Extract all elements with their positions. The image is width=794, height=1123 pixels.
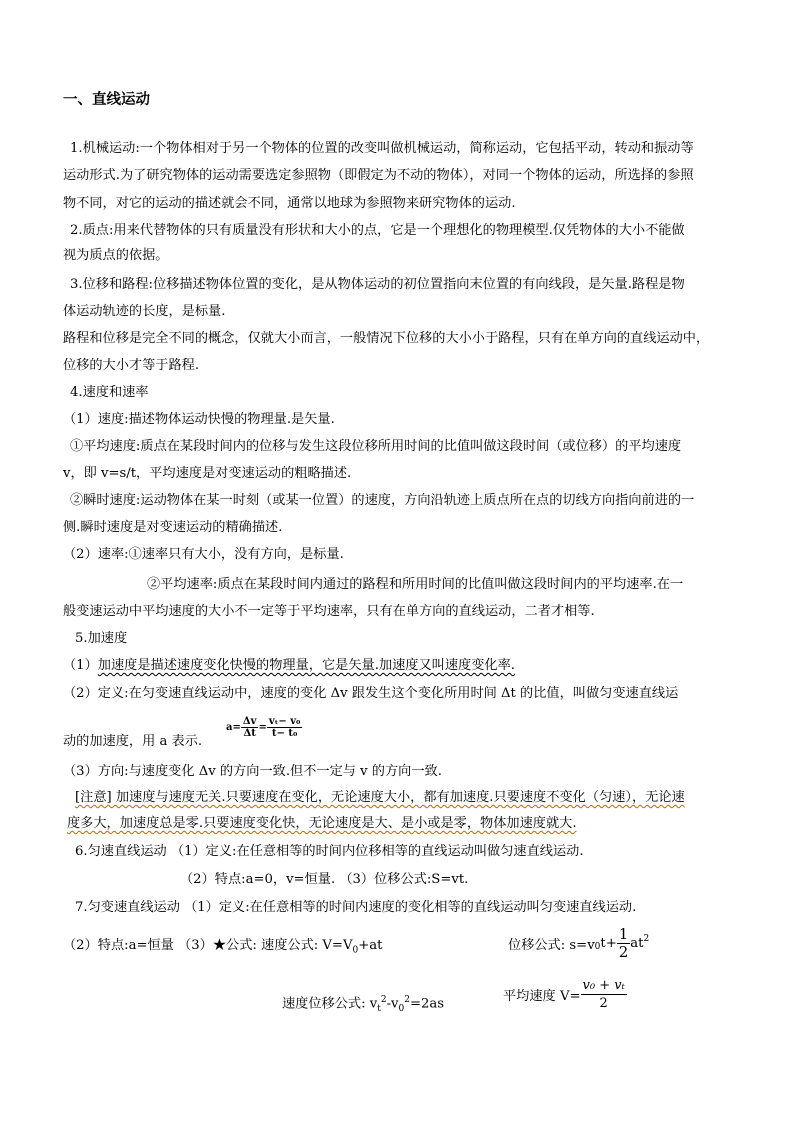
velocity-formula-label: （2）特点:a=恒量 （3）★公式: 速度公式: V=V: [63, 938, 353, 953]
avg-velocity-fraction: [581, 977, 627, 1012]
avg-velocity-fraction-num: v₀ + vₜ: [582, 978, 625, 993]
accel-formula-lhs: a=: [226, 722, 241, 733]
accel-formula-eq: =: [258, 722, 267, 733]
uniform-accel-features: （2）特点:a=恒量 （3）★公式: 速度公式: $V=V_0+at$: [63, 938, 383, 956]
displacement-formula: 位移公式: $s=v_0t+$ $\frac{1}{2}$ $at^2$: [508, 925, 650, 961]
vd-formula-label: 速度位移公式: v: [282, 996, 378, 1012]
note-line-2: 度多大，加速度总是零.只要速度变化快，无论速度是大、是小或是零，物体加速度就大.: [67, 816, 577, 831]
para-3-line-3: 路程和位移是完全不同的概念，仅就大小而言，一般情况下位移的大小小于路程，只有在单方向的直线运动中，: [63, 331, 710, 346]
accel-desc-prefix: （1）: [63, 658, 98, 673]
section-5-title: 5.加速度: [75, 631, 128, 646]
avg-velocity-label: 平均速度 V=: [503, 989, 581, 1004]
accel-fraction-1-num: Δv: [242, 716, 257, 727]
accel-def-line-1: （2）定义:在匀变速直线运动中，速度的变化 Δv 跟发生这个变化所用时间 Δt 的比值，叫做匀变速直线运: [63, 686, 679, 701]
accel-fraction-2-den: t− t₀: [271, 728, 298, 739]
displacement-formula-label: 位移公式: s=v: [508, 938, 595, 953]
half-fraction-den: 2: [618, 943, 629, 961]
para-3-line-4: 位移的大小才等于路程.: [63, 358, 200, 373]
avg-velocity-line-2: v，即 v=s/t，平均速度是对变速运动的粗略描述.: [63, 466, 352, 481]
note-line-1: [注意] 加速度与速度无关.只要速度在变化，无论速度大小，都有加速度.只要速度不变化（匀速），无论速: [75, 790, 685, 805]
vd-formula-tail: =2as: [409, 996, 445, 1012]
vd-formula-mid: -v: [386, 996, 399, 1012]
displacement-formula-tail: at: [630, 936, 644, 951]
accel-fraction-1-den: Δt: [243, 728, 256, 739]
para-1-line-3: 物不同，对它的运动的描述就会不同，通常以地球为参照物来研究物体的运动.: [63, 196, 516, 211]
para-2-line-1: 2.质点:用来代替物体的只有质量没有形状和大小的点，它是一个理想化的物理模型.仅凭物体的大小不能做: [70, 223, 685, 238]
half-fraction-num: 1: [618, 925, 629, 943]
speed-definition: （1）速度:描述物体运动快慢的物理量.是矢量.: [63, 412, 335, 427]
velocity-displacement-formula: 速度位移公式: $v_t^2-v_0^2=2as$: [282, 995, 445, 1015]
average-velocity-formula: [503, 977, 627, 1012]
accel-desc-underlined: 加速度是描述速度变化快慢的物理量，它是矢量.加速度又叫速度变化率.: [97, 658, 515, 673]
accel-fraction-1: [241, 716, 259, 739]
half-fraction: [617, 926, 631, 961]
para-2-line-2: 视为质点的依据。: [63, 248, 169, 263]
inst-velocity-line-2: 侧.瞬时速度是对变速运动的精确描述.: [63, 520, 283, 535]
inst-velocity-line-1: ②瞬时速度:运动物体在某一时刻（或某一位置）的速度，方向沿轨迹上质点所在点的切线方向指向前进的一: [70, 493, 695, 508]
velocity-formula-tail: +at: [358, 938, 383, 953]
accel-def-line-2: 动的加速度，用 a 表示.: [63, 734, 203, 749]
section-4-title: 4.速度和速率: [70, 385, 149, 400]
accel-direction: （3）方向:与速度变化 Δv 的方向一致.但不一定与 v 的方向一致.: [63, 764, 442, 779]
accel-fraction-2-num: vₜ− v₀: [268, 716, 301, 727]
avg-rate-line-1: ②平均速率:质点在某段时间内通过的路程和所用时间的比值叫做这段时间内的平均速率.在一: [147, 577, 684, 592]
accel-formula: [226, 716, 302, 739]
para-1-line-2: 运动形式.为了研究物体的运动需要选定参照物（即假定为不动的物体），对同一个物体的运动，所选择的参照: [63, 168, 694, 183]
accel-desc: [63, 656, 515, 676]
uniform-accel-def: 7.匀变速直线运动 （1）定义:在任意相等的时间内速度的变化相等的直线运动叫匀变速直线运动.: [75, 900, 637, 915]
displacement-formula-mid: t+: [600, 936, 617, 951]
avg-velocity-line-1: ①平均速度:质点在某段时间内的位移与发生这段位移所用时间的比值叫做这段时间（或位移）的平均速度: [70, 439, 682, 454]
avg-rate-line-2: 般变速运动中平均速度的大小不一定等于平均速率，只有在单方向的直线运动，二者才相等.: [63, 604, 595, 619]
uniform-motion-def: 6.匀速直线运动 （1）定义:在任意相等的时间内位移相等的直线运动叫做匀速直线运动.: [75, 844, 584, 859]
speed-rate-line-1: （2）速率:①速率只有大小，没有方向，是标量.: [63, 547, 344, 562]
avg-velocity-fraction-den: 2: [599, 996, 608, 1011]
para-1-line-1: 1.机械运动:一个物体相对于另一个物体的位置的改变叫做机械运动，简称运动，它包括平动，转动和振动等: [70, 141, 694, 156]
accel-fraction-2: [267, 716, 303, 739]
section-heading: 一、直线运动: [63, 92, 150, 108]
para-3-line-1: 3.位移和路程:位移描述物体位置的变化，是从物体运动的初位置指向末位置的有向线段，是矢量.路程是物: [70, 277, 685, 292]
para-3-line-2: 体运动轨迹的长度，是标量.: [63, 304, 226, 319]
uniform-motion-features: （2）特点:a=0，v=恒量. （3）位移公式:S=vt.: [180, 872, 469, 887]
